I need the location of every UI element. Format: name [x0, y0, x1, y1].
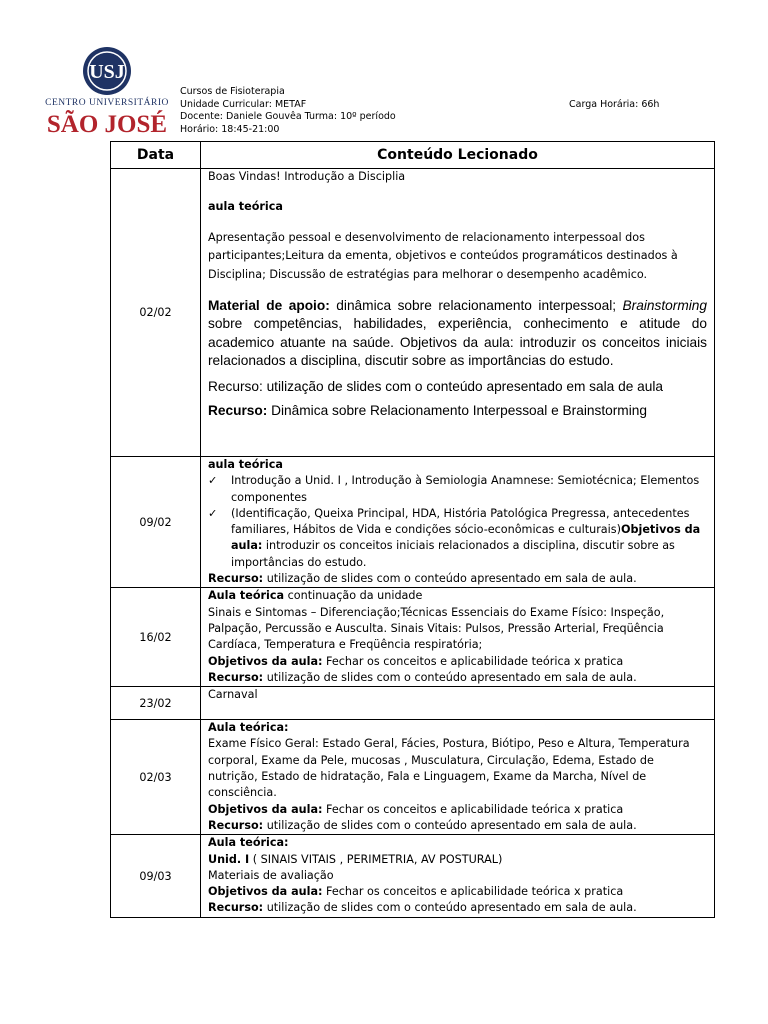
row-content — [201, 457, 715, 588]
support-material: Material de apoio: dinâmica sobre relacionamento interpessoal; Brainstorming sobre competências, habilidades, experiência, conhecimento e atitude do academico atuante na saúde. Objetivos da aula: introduzir os conceitos iniciais relacionados a disciplina, discutir sobre as importâncias do estudo. — [208, 298, 707, 368]
lesson-body: Exame Físico Geral: Estado Geral, Fácies, Postura, Biótipo, Peso e Altura, Temperatura corporal, Exame da Pele, mucosas , Musculatura, Circulação, Edema, Estado de nutrição, Estado de hidratação, Fala e Linguagem, Exame da Marcha, Nível de consciência. — [208, 737, 690, 800]
intro-text: Apresentação pessoal e desenvolvimento de relacionamento interpessoal dos participantes;Leitura da ementa, objetivos e conteúdos programáticos destinados à Disciplina; Discussão de estratégias para melhorar o desempenho acadêmico. — [208, 230, 678, 281]
university-logo — [38, 46, 178, 144]
logo-line1: CENTRO UNIVERSITÁRIO — [45, 98, 169, 108]
resource-line: Recurso: utilização de slides com o conteúdo apresentado em sala de aula. — [208, 818, 637, 832]
row-date: 02/03 — [111, 720, 201, 835]
table-row — [111, 457, 715, 588]
course-header — [180, 86, 396, 136]
table-row — [111, 835, 715, 918]
list-item: ✓ (Identificação, Queixa Principal, HDA, História Patológica Pregressa, antecedentes familiares, Hábitos de Vida e condições sócio-econômicas e culturais)Objetivos da aula: introduzir os conceitos iniciais relacionados a disciplina, discutir sobre as importâncias do estudo. — [208, 506, 701, 569]
lesson-body: Sinais e Sintomas – Diferenciação;Técnicas Essenciais do Exame Físico: Inspeção, Palpação, Percussão e Ausculta. Sinais Vitais: Pulsos, Pressão Arterial, Freqüência Cardíaca, Temperatura e Freqüência respiratória; — [208, 605, 665, 652]
curricular-unit: Unidade Curricular: METAF — [180, 98, 307, 110]
row-content — [201, 835, 715, 918]
logo-mark: USJ — [89, 61, 125, 83]
row-date: 09/03 — [111, 835, 201, 918]
table-row — [111, 169, 715, 457]
check-icon: ✓ — [208, 506, 218, 520]
row-date: 09/02 — [111, 457, 201, 588]
lesson-type: aula teórica — [208, 458, 283, 471]
content-column-header: Conteúdo Lecionado — [201, 142, 715, 169]
list-item: ✓ Introdução a Unid. I , Introdução à Semiologia Anamnese: Semiotécnica; Elementos componentes — [208, 474, 700, 504]
row-content — [201, 588, 715, 687]
row-date: 02/02 — [111, 169, 201, 457]
course-name: Cursos de Fisioterapia — [180, 86, 285, 97]
lesson-body: Carnaval — [208, 688, 258, 702]
welcome-text: Boas Vindas! Introdução a Disciplia — [208, 170, 406, 183]
unit-line: Unid. I ( SINAIS VITAIS , PERIMETRIA, AV POSTURAL) — [208, 852, 503, 866]
check-icon: ✓ — [208, 474, 218, 488]
objectives-line: Objetivos da aula: Fechar os conceitos e aplicabilidade teórica x pratica — [208, 885, 624, 899]
schedule: Horário: 18:45-21:00 — [180, 123, 280, 135]
resource-line: Recurso: utilização de slides com o conteúdo apresentado em sala de aula. — [208, 901, 637, 915]
row-date: 16/02 — [111, 588, 201, 687]
objectives-line: Objetivos da aula: Fechar os conceitos e aplicabilidade teórica x pratica — [208, 654, 624, 668]
lesson-type: aula teórica — [208, 200, 283, 214]
lesson-type: Aula teórica: — [208, 721, 289, 735]
support-material-label: Material de apoio: — [208, 298, 330, 314]
lesson-type: Aula teórica continuação da unidade — [208, 589, 423, 603]
objectives-line: Objetivos da aula: Fechar os conceitos e aplicabilidade teórica x pratica — [208, 802, 624, 816]
table-row — [111, 687, 715, 720]
topic-list — [208, 473, 707, 571]
row-content — [201, 169, 715, 457]
table-header-row — [111, 142, 715, 169]
table-row — [111, 588, 715, 687]
resource-line: Recurso: utilização de slides com o conteúdo apresentado em sala de aula — [208, 378, 664, 394]
row-content — [201, 687, 715, 720]
lesson-table — [110, 141, 715, 918]
table-row — [111, 720, 715, 835]
resource-line: Recurso: Dinâmica sobre Relacionamento Interpessoal e Brainstorming — [208, 403, 647, 419]
row-date: 23/02 — [111, 687, 201, 720]
teacher-class: Docente: Daniele Gouvêa Turma: 10º período — [180, 111, 396, 123]
resource-line: Recurso: utilização de slides com o conteúdo apresentado em sala de aula. — [208, 670, 637, 684]
row-content — [201, 720, 715, 835]
workload: Carga Horária: 66h — [569, 99, 660, 110]
resource-line: Recurso: utilização de slides com o conteúdo apresentado em sala de aula. — [208, 572, 637, 586]
lesson-type: Aula teórica: — [208, 836, 289, 850]
date-column-header: Data — [111, 142, 201, 169]
brainstorming-term: Brainstorming — [622, 298, 707, 314]
materials-line: Materiais de avaliação — [208, 868, 334, 882]
logo-line2: SÃO JOSÉ — [46, 111, 168, 138]
